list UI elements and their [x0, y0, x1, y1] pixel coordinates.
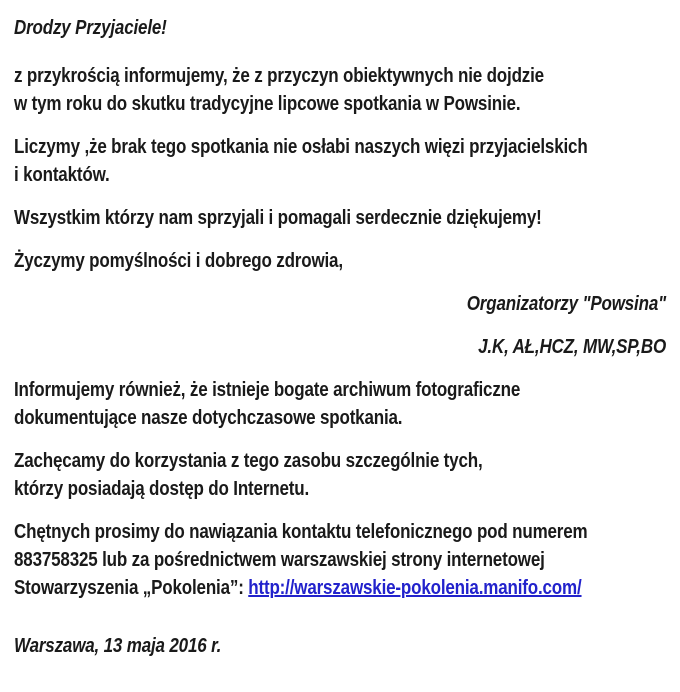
paragraph-line: Chętnych prosimy do nawiązania kontaktu telefonicznego pod numerem — [14, 521, 588, 543]
date-line — [14, 632, 568, 660]
paragraph-thanks — [14, 204, 568, 232]
paragraph-wishes — [14, 247, 568, 275]
contact-link-prefix: Stowarzyszenia „Pokolenia”: — [14, 577, 249, 599]
salutation-line — [14, 14, 568, 42]
paragraph-line: Liczymy ,że brak tego spotkania nie osłabi naszych więzi przyjacielskich — [14, 136, 588, 158]
website-link[interactable]: http://warszawskie-pokolenia.manifo.com/ — [248, 577, 582, 599]
paragraph-line: Wszystkim którzy nam sprzyjali i pomagali serdecznie dziękujemy! — [14, 207, 542, 229]
paragraph-line: 883758325 lub za pośrednictwem warszawskiej strony internetowej — [14, 549, 545, 571]
paragraph-encourage — [14, 447, 568, 503]
paragraph-cancellation — [14, 62, 568, 118]
date-text: Warszawa, 13 maja 2016 r. — [14, 635, 222, 657]
paragraph-line: i kontaktów. — [14, 164, 110, 186]
paragraph-bonds — [14, 133, 588, 189]
paragraph-line: którzy posiadają dostęp do Internetu. — [14, 478, 310, 500]
signature-initials-text: J.K, AŁ,HCZ, MW,SP,BO — [478, 336, 666, 358]
paragraph-line: Zachęcamy do korzystania z tego zasobu szczególnie tych, — [14, 450, 483, 472]
signature-initials — [112, 333, 666, 361]
paragraph-line: z przykrością informujemy, że z przyczyn obiektywnych nie dojdzie — [14, 65, 544, 87]
paragraph-line: Informujemy również, że istnieje bogate archiwum fotograficzne — [14, 379, 521, 401]
paragraph-archive — [14, 376, 568, 432]
paragraph-line: w tym roku do skutku tradycyjne lipcowe spotkania w Powsinie. — [14, 93, 521, 115]
paragraph-line-with-link — [14, 574, 582, 602]
signature-org-text: Organizatorzy "Powsina" — [466, 293, 666, 315]
paragraph-contact — [14, 518, 588, 602]
paragraph-line: dokumentujące nasze dotychczasowe spotkania. — [14, 407, 403, 429]
salutation-text: Drodzy Przyjaciele! — [14, 17, 167, 39]
paragraph-line: Życzymy pomyślności i dobrego zdrowia, — [14, 250, 343, 272]
signature-organizers — [112, 290, 666, 318]
